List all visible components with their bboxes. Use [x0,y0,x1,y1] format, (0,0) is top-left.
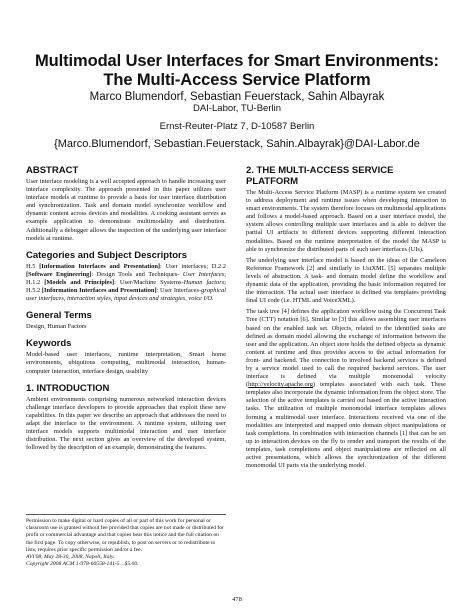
section2-paragraph-2: The underlying user interface model is based on the ideas of the Cameleon Reference Framework [2] and similarly to UsiXML [5] separates multiple levels of abstraction. A task- and domain model define the workflow and dynamic data of the application, providing the basic information required for the interaction. The actual user interface is defined via templates providing final UI code (i.e. HTML and VoiceXML). [246,256,446,305]
general-terms-text: Design, Human Factors [26,323,87,331]
section2-heading: 2. THE MULTI-ACCESS SERVICE PLATFORM [246,165,394,187]
keywords-text: Model-based user interfaces, runtime interpretation, Smart home environments, ubiquitous computing, multimodal interaction, human-computer interaction, interface design, usability [26,351,226,375]
categories-text: H.5 [Information Interfaces and Presentation]: User interfaces; D.2.2 [Software Engineering]: Design Tools and Techniques- User Interfaces; H.1.2 [Models and Principles]: User/Machine Systems-Human factors; H.5.2 [Information Interfaces and Presentation]: User Interfaces-graphical user interfaces, interaction styles, input devices and strategies, voice I/O. [26,262,226,303]
acm-copyright: Copyright 2008 ACM 1-978-60558-141-5…$5.00. [26,561,139,568]
abstract-heading: ABSTRACT [26,165,79,176]
paper-title [20,52,454,90]
categories-heading: Categories and Subject Descriptors [26,249,188,261]
introduction-text: Ambient environments comprising numerous networked interaction devices challenge interface developers to provide approaches that exploit these new capabilities. In this paper we describe an approach that addresses the need to adapt the interface to the environment. A runtime system, utilizing user interface models supports multimodal interaction and user interface distribution. The next section gives an overview of the developed system, followed by the description of an example, demonstrating the features. [26,395,226,452]
affiliation-block [20,103,454,133]
right-column [246,165,446,473]
venue-text: AVI'08, May 28-30, 2008, Napoli, Italy. [26,554,115,561]
section2-paragraph-3: The task tree [4] defines the application workflow using the Concurrent Task Tree (CTT) notation [6]. Similar to [3] this allows assembling user interfaces based on the enabled task set. Objects, related to the identified tasks are defined as domain model allowing the exchange of information between the user and the application. An object store holds the defined objects as dynamic content at runtime and thus provides access to the actual information for front- and backend. The connection to involved backend services is defined by a service model used to call the required backend services. The user interface is defined via multiple monomodal velocity (http://velocity.apache.org) templates associated with each task. These templates also incorporate the dynamic information from the object store. The selection of the active templates is carried out based on the active interaction tasks. The utilization of multiple monomodal interface templates allows forming a multimodal user interface. Interactions received via one of the modalities are interpreted and mapped onto domain object manipulations or task completions. In combination with interaction channels [1] that can be set up to interaction devices on the fly to render and transport the results of the templates, task completions and object manipulations are reflected on all active presentations, which allows the synchronization of the different monomodal UI parts via the underlying model. [246,308,446,470]
abstract-text: User interface modeling is a well accepted approach to handle increasing user interface complexity. The approach presented in this paper utilizes user interface models at runtime to provide a basis for user interface distribution and synchronization. Task and domain model synchronize workflow and dynamic content across devices and modalities. A cooking assistant serves as example application to demonstrate multimodality and distribution. Additionally a debugger allows the inspection of the underlying user interface models at runtime. [26,178,226,242]
copyright-notice [26,514,226,568]
affiliation: DAI-Labor, TU-Berlin [193,103,281,114]
left-column [26,165,226,455]
introduction-heading: 1. INTRODUCTION [26,382,110,394]
author-list: Marco Blumendorf, Sebastian Feuerstack, Sahin Albayrak [89,91,385,103]
general-terms-heading: General Terms [26,310,92,322]
title-line-1: Multimodal User Interfaces for Smart Environments: [35,52,439,70]
permission-text: Permission to make digital or hard copies of all or part of this work for personal or classroom use is granted without fee provided that copies are not made or distributed for profit or commercial advantage and that copies bear this notice and the full citation on the first page. To copy otherwise, or republish, to post on servers or to redistribute to lists, requires prior specific permission and/or a fee. [26,518,224,553]
page-number: 478 [232,596,242,603]
section2-paragraph-1: The Multi-Access Service Platform (MASP) is a runtime system we created to address deployment and runtime issues when developing interaction in smart environments. The system therefore focuses on multimodal applications and follows a model-based approach. Based on a user interface model, the system allows controlling multiple user interfaces and is able to deliver the partial UI artifacts to different devices supporting different interaction modalities. Based on the runtime interpretation of the model the MASP is able to synchronize the distributed parts of such user interfaces (UIs). [246,189,446,253]
author-emails: {Marco.Blumendorf, Sebastian.Feuerstack, Sahin.Albayrak}@DAI-Labor.de [54,138,420,150]
title-line-2: The Multi-Access Service Platform [103,71,371,89]
velocity-link[interactable]: http://velocity.apache.org [248,381,313,389]
address: Ernst-Reuter-Platz 7, D-10587 Berlin [159,121,315,132]
keywords-heading: Keywords [26,338,72,350]
